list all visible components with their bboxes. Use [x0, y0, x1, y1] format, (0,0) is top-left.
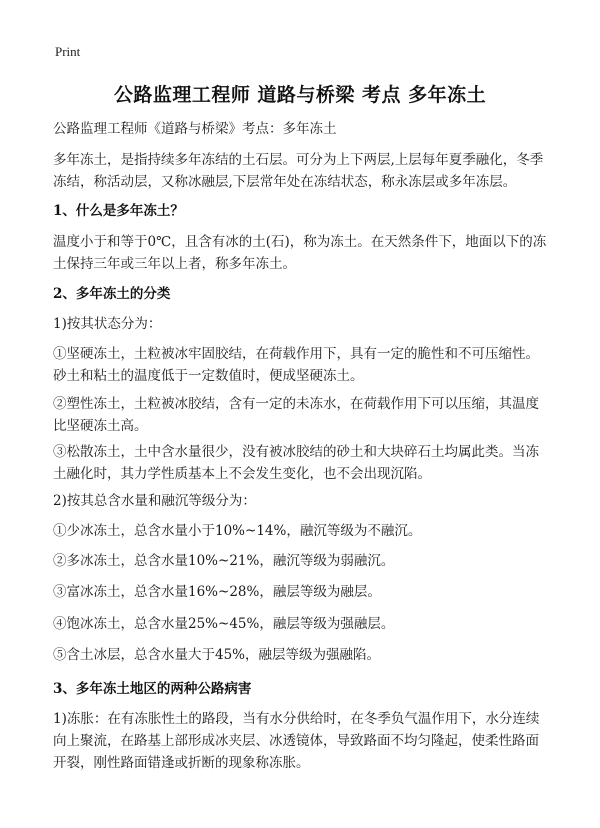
classification-by-water-label: 2)按其总含水量和融沉等级分为：	[53, 493, 256, 509]
section-1-paragraph: 温度小于和等于0℃，且含有冰的土(石)，称为冻土。在天然条件下，地面以下的冻土保持三年或三年以上者，称多年冻土。	[53, 234, 547, 272]
section-heading-3: 3、多年冻土地区的两种公路病害	[53, 681, 252, 697]
page-title: 公路监理工程师 道路与桥梁 考点 多年冻土	[113, 84, 487, 106]
plastic-frozen-soil-paragraph: ②塑性冻土，土粒被冰胶结，含有一定的未冻水，在荷载作用下可以压缩，其温度比坚硬冻土高。	[53, 396, 539, 434]
section-heading-1: 1、什么是多年冻土？	[53, 203, 184, 219]
list-item: ①少冰冻土，总含水量小于10%~14%，融沉等级为不融沉。	[53, 523, 422, 539]
list-item: ④饱冰冻土，总含水量25%~45%，融层等级为强融层。	[53, 616, 395, 632]
frost-heave-paragraph: 1)冻胀：在有冻胀性土的路段，当有水分供给时，在冬季负气温作用下，水分连续向上聚流，在路基上部形成冰夹层、冰透镜体，导致路面不均匀隆起，使柔性路面开裂，刚性路面错逢或折断的现象称冻胀。	[53, 711, 540, 771]
print-link[interactable]: Print	[55, 44, 81, 59]
loose-frozen-soil-paragraph: ③松散冻土，土中含水量很少，没有被冰胶结的砂土和大块碎石土均属此类。当冻土融化时，其力学性质基本上不会发生变化，也不会出现沉陷。	[53, 444, 539, 482]
section-heading-2: 2、多年冻土的分类	[53, 286, 171, 302]
hard-frozen-soil-paragraph: ①坚硬冻土，土粒被冰牢固胶结，在荷载作用下，具有一定的脆性和不可压缩性。砂土和粘土的温度低于一定数值时，便成坚硬冻土。	[53, 346, 539, 384]
classification-by-state-label: 1)按其状态分为：	[53, 316, 162, 332]
list-item: ⑤含土冰层，总含水量大于45%，融层等级为强融陷。	[53, 647, 381, 663]
intro-paragraph: 多年冻土，是指持续多年冻结的土石层。可分为上下两层,上层每年夏季融化，冬季冻结，称活动层，又称冰融层,下层常年处在冻结状态，称永冻层或多年冻层。	[53, 152, 544, 190]
article-subtitle: 公路监理工程师《道路与桥梁》考点：多年冻土	[53, 121, 337, 137]
list-item: ③富冰冻土，总含水量16%~28%，融层等级为融层。	[53, 584, 381, 600]
list-item: ②多冰冻土，总含水量10%~21%，融沉等级为弱融沉。	[53, 553, 395, 569]
